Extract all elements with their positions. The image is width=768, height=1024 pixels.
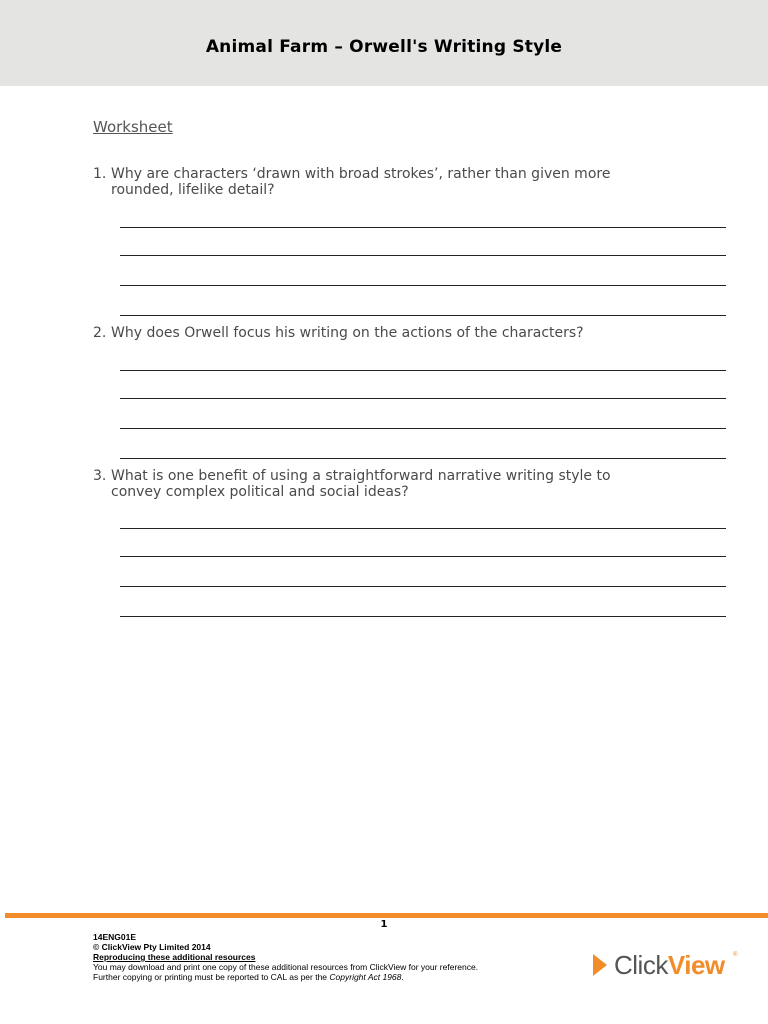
reproducing-heading: Reproducing these additional resources	[93, 952, 256, 962]
footer-line-2-suffix: .	[401, 972, 404, 982]
question-number: 2.	[93, 325, 107, 341]
answer-line[interactable]	[120, 586, 726, 587]
play-triangle-icon	[593, 954, 607, 976]
footer-line-1: You may download and print one copy of these additional resources from ClickView for your reference.	[93, 962, 479, 972]
question-number: 3.	[93, 468, 107, 484]
logo-wordmark	[614, 950, 725, 981]
answer-line[interactable]	[120, 227, 726, 228]
copyright-act: Copyright Act 1968	[329, 972, 402, 982]
footer-rule	[5, 913, 768, 918]
question-1	[93, 166, 653, 198]
copyright: © ClickView Pty Limited 2014	[93, 942, 211, 952]
answer-line[interactable]	[120, 315, 726, 316]
answer-line[interactable]	[120, 616, 726, 617]
answer-line[interactable]	[120, 285, 726, 286]
question-text: Why are characters ‘drawn with broad strokes’, rather than given more rounded, lifelike detail?	[111, 166, 611, 198]
worksheet-label: Worksheet	[93, 118, 173, 136]
logo-text-click: Click	[614, 950, 668, 980]
logo-text-view: View	[667, 950, 725, 980]
footer-line-2	[93, 972, 478, 982]
clickview-logo	[593, 950, 743, 982]
answer-line[interactable]	[120, 458, 726, 459]
answer-line[interactable]	[120, 255, 726, 256]
answer-line[interactable]	[120, 556, 726, 557]
question-number: 1.	[93, 166, 107, 182]
footer-text	[93, 932, 478, 982]
answer-line[interactable]	[120, 528, 726, 529]
page-number: 1	[380, 919, 388, 930]
question-3	[93, 468, 653, 500]
answer-line[interactable]	[120, 428, 726, 429]
registered-mark: ®	[733, 952, 738, 958]
footer-line-2-prefix: Further copying or printing must be reported to CAL as per the	[93, 972, 330, 982]
question-text: What is one benefit of using a straightforward narrative writing style to convey complex political and social ideas?	[111, 468, 611, 500]
answer-line[interactable]	[120, 398, 726, 399]
page-header	[0, 0, 768, 86]
question-text: Why does Orwell focus his writing on the actions of the characters?	[111, 325, 584, 341]
question-2	[93, 325, 653, 341]
resource-code: 14ENG01E	[93, 932, 136, 942]
page-title: Animal Farm – Orwell's Writing Style	[205, 37, 563, 57]
answer-line[interactable]	[120, 370, 726, 371]
